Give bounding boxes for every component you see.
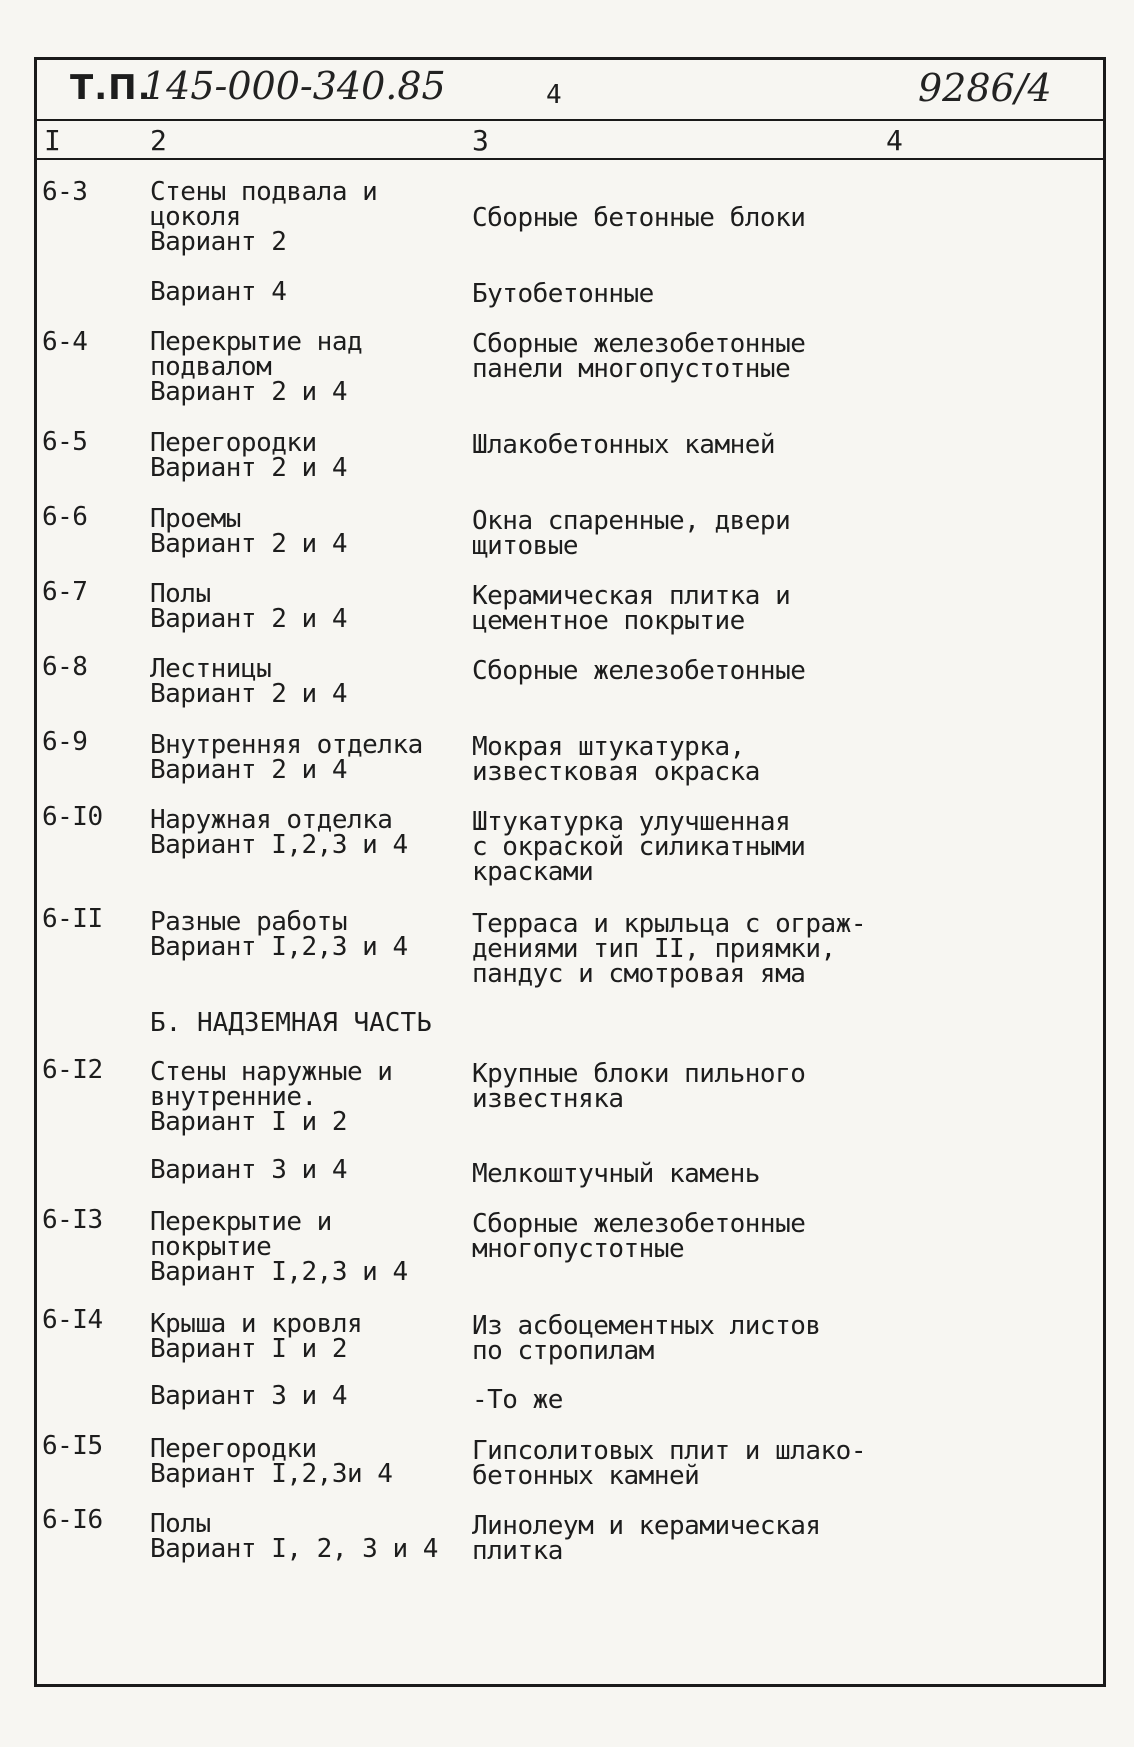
row-code: 6-4 xyxy=(42,327,88,357)
row-material: Шлакобетонных камней xyxy=(472,430,776,460)
row-material: Штукатурка улучшенная с окраской силикатными красками xyxy=(472,807,806,887)
row-material: Окна спаренные, двери щитовые xyxy=(472,506,791,561)
row-code: 6-I5 xyxy=(42,1431,103,1461)
row-description: Полы Вариант 2 и 4 xyxy=(150,579,347,634)
row-material: Мокрая штукатурка, известковая окраска xyxy=(472,732,760,787)
row-code: 6-3 xyxy=(42,177,88,207)
row-code: 6-8 xyxy=(42,652,88,682)
row-code: 6-6 xyxy=(42,502,88,532)
row-code: 6-I4 xyxy=(42,1305,103,1335)
row-description: Крыша и кровля Вариант I и 2 xyxy=(150,1309,363,1364)
row-description: Разные работы Вариант I,2,3 и 4 xyxy=(150,907,408,962)
row-description: Проемы Вариант 2 и 4 xyxy=(150,504,347,559)
row-description: Перекрытие над подвалом Вариант 2 и 4 xyxy=(150,327,363,407)
row-material: Линолеум и керамическая плитка xyxy=(472,1511,821,1566)
row-material: Бутобетонные xyxy=(472,279,654,309)
row-description: Лестницы Вариант 2 и 4 xyxy=(150,654,347,709)
row-description: Внутренняя отделка Вариант 2 и 4 xyxy=(150,730,423,785)
column-header-divider xyxy=(34,158,1106,160)
row-material: -То же xyxy=(472,1385,563,1415)
row-code: 6-7 xyxy=(42,577,88,607)
row-material: Сборные железобетонные xyxy=(472,656,806,686)
row-description: Перекрытие и покрытие Вариант I,2,3 и 4 xyxy=(150,1207,408,1287)
column-header-2: 2 xyxy=(150,124,167,157)
row-description: Наружная отделка Вариант I,2,3 и 4 xyxy=(150,805,408,860)
row-material: Крупные блоки пильного известняка xyxy=(472,1059,806,1114)
row-code: 6-II xyxy=(42,904,103,934)
row-code: 6-5 xyxy=(42,427,88,457)
row-code: 6-I3 xyxy=(42,1205,103,1235)
row-material: Сборные железобетонные панели многопустотные xyxy=(472,329,806,384)
row-description: Перегородки Вариант I,2,3и 4 xyxy=(150,1434,393,1489)
row-material: Терраса и крыльца с ограж- дениями тип II, приямки, пандус и смотровая яма xyxy=(472,909,866,989)
row-description: Вариант 4 xyxy=(150,277,287,307)
row-code: 6-I6 xyxy=(42,1505,103,1535)
row-material: Керамическая плитка и цементное покрытие xyxy=(472,581,791,636)
column-header-1: I xyxy=(44,124,61,157)
header-divider xyxy=(34,119,1106,121)
row-material: Из асбоцементных листов по стропилам xyxy=(472,1311,821,1366)
row-code: 6-I0 xyxy=(42,802,103,832)
row-material: Гипсолитовых плит и шлако- бетонных камней xyxy=(472,1436,866,1491)
column-header-4: 4 xyxy=(886,124,903,157)
row-description: Полы Вариант I, 2, 3 и 4 xyxy=(150,1509,438,1564)
row-description: Вариант 3 и 4 xyxy=(150,1381,347,1411)
row-description: Перегородки Вариант 2 и 4 xyxy=(150,428,347,483)
row-description: Вариант 3 и 4 xyxy=(150,1155,347,1185)
row-description: Стены подвала и цоколя Вариант 2 xyxy=(150,177,378,257)
page-number: 4 xyxy=(546,80,562,110)
column-header-3: 3 xyxy=(472,124,489,157)
row-material: Сборные железобетонные многопустотные xyxy=(472,1209,806,1264)
row-material: Мелкоштучный камень xyxy=(472,1159,760,1189)
row-material: Сборные бетонные блоки xyxy=(472,203,806,233)
row-code: 6-I2 xyxy=(42,1055,103,1085)
doc-number: 145-000-340.85 xyxy=(142,64,446,108)
row-code: 6-9 xyxy=(42,727,88,757)
doc-prefix: Т.П. xyxy=(70,68,152,108)
row-description: Стены наружные и внутренние. Вариант I и 2 xyxy=(150,1057,393,1137)
section-title: Б. НАДЗЕМНАЯ ЧАСТЬ xyxy=(150,1008,432,1038)
sheet-code: 9286/4 xyxy=(918,66,1052,110)
